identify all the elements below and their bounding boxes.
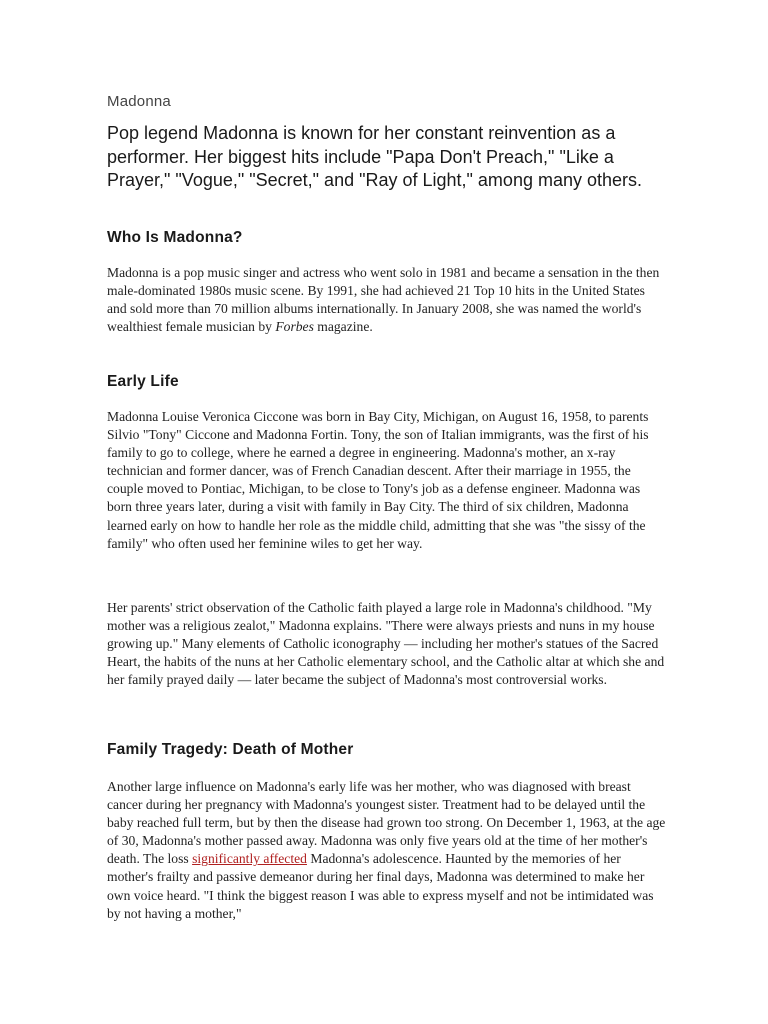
article-kicker: Madonna <box>107 93 171 110</box>
section-heading-who-is-madonna: Who Is Madonna? <box>107 229 243 246</box>
paragraph-family-tragedy <box>107 778 667 923</box>
paragraph-text: magazine. <box>313 319 373 335</box>
section-heading-family-tragedy: Family Tragedy: Death of Mother <box>107 741 354 758</box>
section-heading-early-life: Early Life <box>107 373 179 390</box>
article-lead: Pop legend Madonna is known for her constant reinvention as a performer. Her biggest hits include "Papa Don't Preach," "Like a Prayer," "Vogue," "Secret," and "Ray of Light," among many others. <box>107 123 643 190</box>
paragraph-text: Madonna is a pop music singer and actress who went solo in 1981 and became a sensation in the then male-dominated 1980s music scene. By 1991, she had achieved 21 Top 10 hits in the United States and sold more than 70 million albums internationally. In January 2008, she was named the world's wealthiest female musician by <box>107 265 660 335</box>
paragraph-early-life-2: Her parents' strict observation of the Catholic faith played a large role in Madonna's childhood. "My mother was a religious zealot," Madonna explains. "There were always priests and nuns in my house growing up." Many elements of Catholic iconography — including her mother's statues of the Sacred Heart, the habits of the nuns at her Catholic elementary school, and the Catholic altar at which she and her family prayed daily — later became the subject of Madonna's most controversial works. <box>107 600 665 688</box>
paragraph-text: Madonna's adolescence. Haunted by the memories of her mother's frailty and passive demeanor during her final days, Madonna was determined to make her own voice heard. "I think the biggest reason I was able to express myself and not be intimidated was by not having a mother," <box>107 851 654 921</box>
publication-name: Forbes <box>275 319 314 335</box>
paragraph-who-is-madonna <box>107 264 667 336</box>
significantly-affected-link[interactable]: significantly affected <box>192 851 307 867</box>
paragraph-early-life-1: Madonna Louise Veronica Ciccone was born in Bay City, Michigan, on August 16, 1958, to parents Silvio "Tony" Ciccone and Madonna Fortin. Tony, the son of Italian immigrants, was the first of his family to go to college, where he earned a degree in engineering. Madonna's mother, an x-ray technician and former dancer, was of French Canadian descent. After their marriage in 1955, the couple moved to Pontiac, Michigan, to be close to Tony's job as a defense engineer. Madonna was born three years later, during a visit with family in Bay City. The third of six children, Madonna learned early on how to handle her role as the middle child, admitting that she was "the sissy of the family" who often used her feminine wiles to get her way. <box>107 409 649 551</box>
paragraph-text: Another large influence on Madonna's early life was her mother, who was diagnosed with breast cancer during her pregnancy with Madonna's youngest sister. Treatment had to be delayed until the baby reached full term, but by then the disease had grown too strong. On December 1, 1963, at the age of 30, Madonna's mother passed away. Madonna was only five years old at the time of her mother's death. The loss <box>107 779 666 867</box>
